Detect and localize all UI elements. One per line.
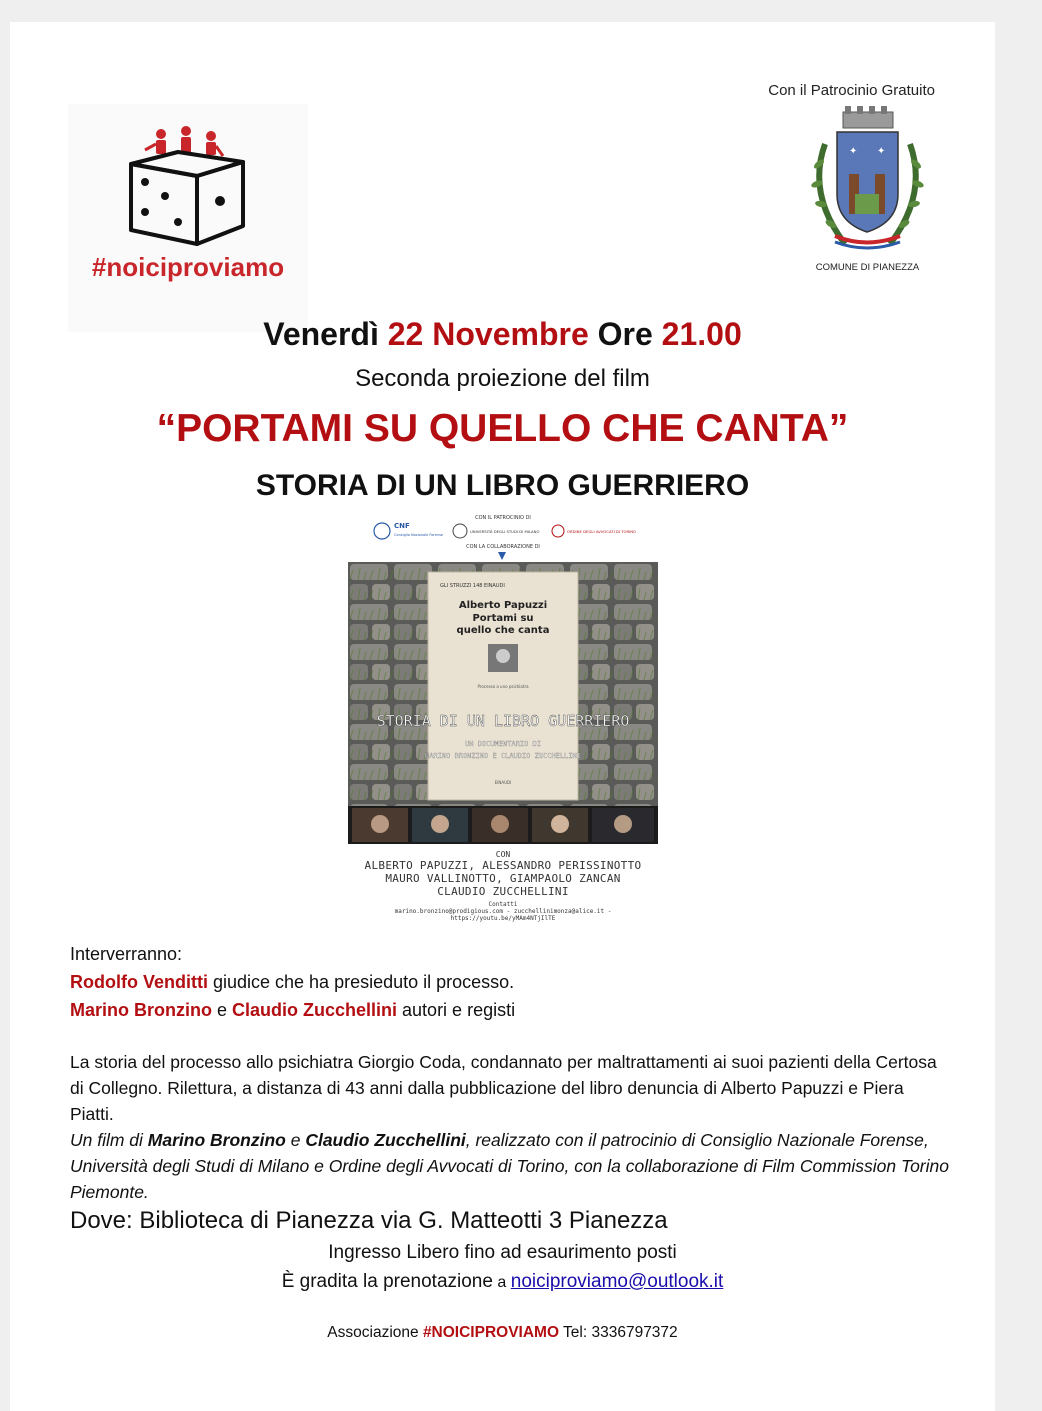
poster-patrocinio-label: CON IL PATROCINIO DI [475,515,531,521]
poster-credits [348,844,658,938]
logo-text: #noiciproviamo [91,252,285,282]
film-title: “PORTAMI SU QUELLO CHE CANTA” [156,407,849,450]
film-poster [348,510,658,938]
comune-label: COMUNE DI PIANEZZA [815,262,920,273]
event-time: 21.00 [661,316,742,352]
poster-sponsors [348,510,658,562]
footer [10,1324,995,1342]
poster-overlay-sub2: MARINO BRONZINO E CLAUDIO ZUCCHELLINI [425,752,581,760]
poster-book-note: Processo a uno psichiatra [477,684,529,689]
poster-book-title-2: quello che canta [456,625,550,636]
cnf-logo-icon [374,523,390,539]
poster-cast-2: MAURO VALLINOTTO, GIAMPAOLO ZANCAN [385,872,621,885]
credits-name-b: Claudio Zucchellini [305,1130,466,1150]
poster-cast-3: CLAUDIO ZUCCHELLINI [437,885,569,898]
noiciproviamo-logo [68,104,308,332]
description-text: La storia del processo allo psichiatra Giorgio Coda, condannato per maltrattamenti ai suoi pazienti della Certosa di Collegno. Rilettura, a distanza di 43 anni dalla pubblicazione del libro denuncia di Alberto Papuzzi e Piera Piatti. [70,1052,937,1124]
speaker-2-and: e [212,1000,233,1020]
speaker-1-role: giudice che ha presieduto il processo. [207,972,515,992]
dice-icon [123,126,253,246]
event-date-line [10,316,995,353]
poster-ordine: ORDINE DEGLI AVVOCATI DI TORINO [567,529,637,534]
poster-book-publisher: EINAUDI [494,780,512,785]
svg-text:✦: ✦ [877,146,886,157]
credits-and: e [285,1130,306,1150]
footer-association-name: #NOICIPROVIAMO [422,1324,560,1341]
poster-cnf-sub: Consiglio Nazionale Forense [394,533,444,537]
footer-tel: Tel: 3336797372 [559,1324,678,1341]
poster-cnf: CNF [394,522,410,530]
booking-line [10,1271,995,1293]
event-subtitle: Seconda proiezione del film [355,365,650,392]
unimi-logo-icon [453,524,467,538]
booking-a: a [492,1274,511,1291]
poster-con: CON [495,850,511,859]
description [70,1049,950,1205]
speaker-1-name: Rodolfo Venditti [70,972,208,992]
booking-label: È gradita la prenotazione [281,1271,493,1292]
credits-rest: , realizzato con il patrocinio di Consiglio Nazionale Forense, Università degli Studi di Milano e Ordine degli Avvocati di Torino, con la collaborazione di Film Commission Torino Piemonte. [70,1130,949,1202]
film-commission-logo-icon [498,552,506,560]
ordine-logo-icon [552,525,564,537]
poster-book-author: Alberto Papuzzi [458,600,548,611]
speaker-2 [70,997,950,1023]
venue-line: Dove: Biblioteca di Pianezza via G. Matteotti 3 Pianezza [70,1207,668,1234]
event-date: 22 Novembre [387,316,589,352]
credits-pre: Un film di [70,1130,148,1150]
poster-overlay-title: STORIA DI UN LIBRO GUERRIERO [376,712,630,730]
patronage-label: Con il Patrocinio Gratuito [768,82,935,99]
poster-links: marino.bronzino@prodigious.com - zucchellinimonza@alice.it - https://youtu.be/yMAm4NTjIlTE [394,908,612,922]
speaker-2-role: autori e registi [397,1000,516,1020]
event-ore-label: Ore [597,316,653,352]
poster-film-frames [352,808,654,842]
coat-of-arms-icon [805,104,930,254]
email-link[interactable]: noiciproviamo@outlook.it [510,1271,724,1292]
poster-book-title-1: Portami su [472,613,534,624]
event-day: Venerdì [263,316,379,352]
poster-unimi: UNIVERSITÀ DEGLI STUDI DI MILANO [470,529,540,534]
speaker-2-name-b: Claudio Zucchellini [232,1000,398,1020]
footer-association-label: Associazione [327,1324,423,1341]
film-subtitle: STORIA DI UN LIBRO GUERRIERO [255,469,750,502]
poster-image [348,562,658,844]
description-credits [70,1127,950,1205]
speaker-2-name-a: Marino Bronzino [70,1000,212,1020]
flyer-page [10,22,995,1411]
poster-contatti: Contatti [488,901,518,908]
poster-collaborazione-label: CON LA COLLABORAZIONE DI [466,544,540,550]
poster-overlay-sub1: UN DOCUMENTARIO DI [465,740,541,748]
entry-info: Ingresso Libero fino ad esaurimento posti [328,1242,677,1263]
poster-cast-1: ALBERTO PAPUZZI, ALESSANDRO PERISSINOTTO [364,859,642,872]
speaker-1 [70,969,950,995]
poster-book-face-icon [496,649,510,663]
svg-text:✦: ✦ [849,146,858,157]
interventions-label: Interverranno: [70,944,183,964]
credits-name-a: Marino Bronzino [147,1130,286,1150]
poster-book-series: GLI STRUZZI 148 EINAUDI [440,583,505,589]
